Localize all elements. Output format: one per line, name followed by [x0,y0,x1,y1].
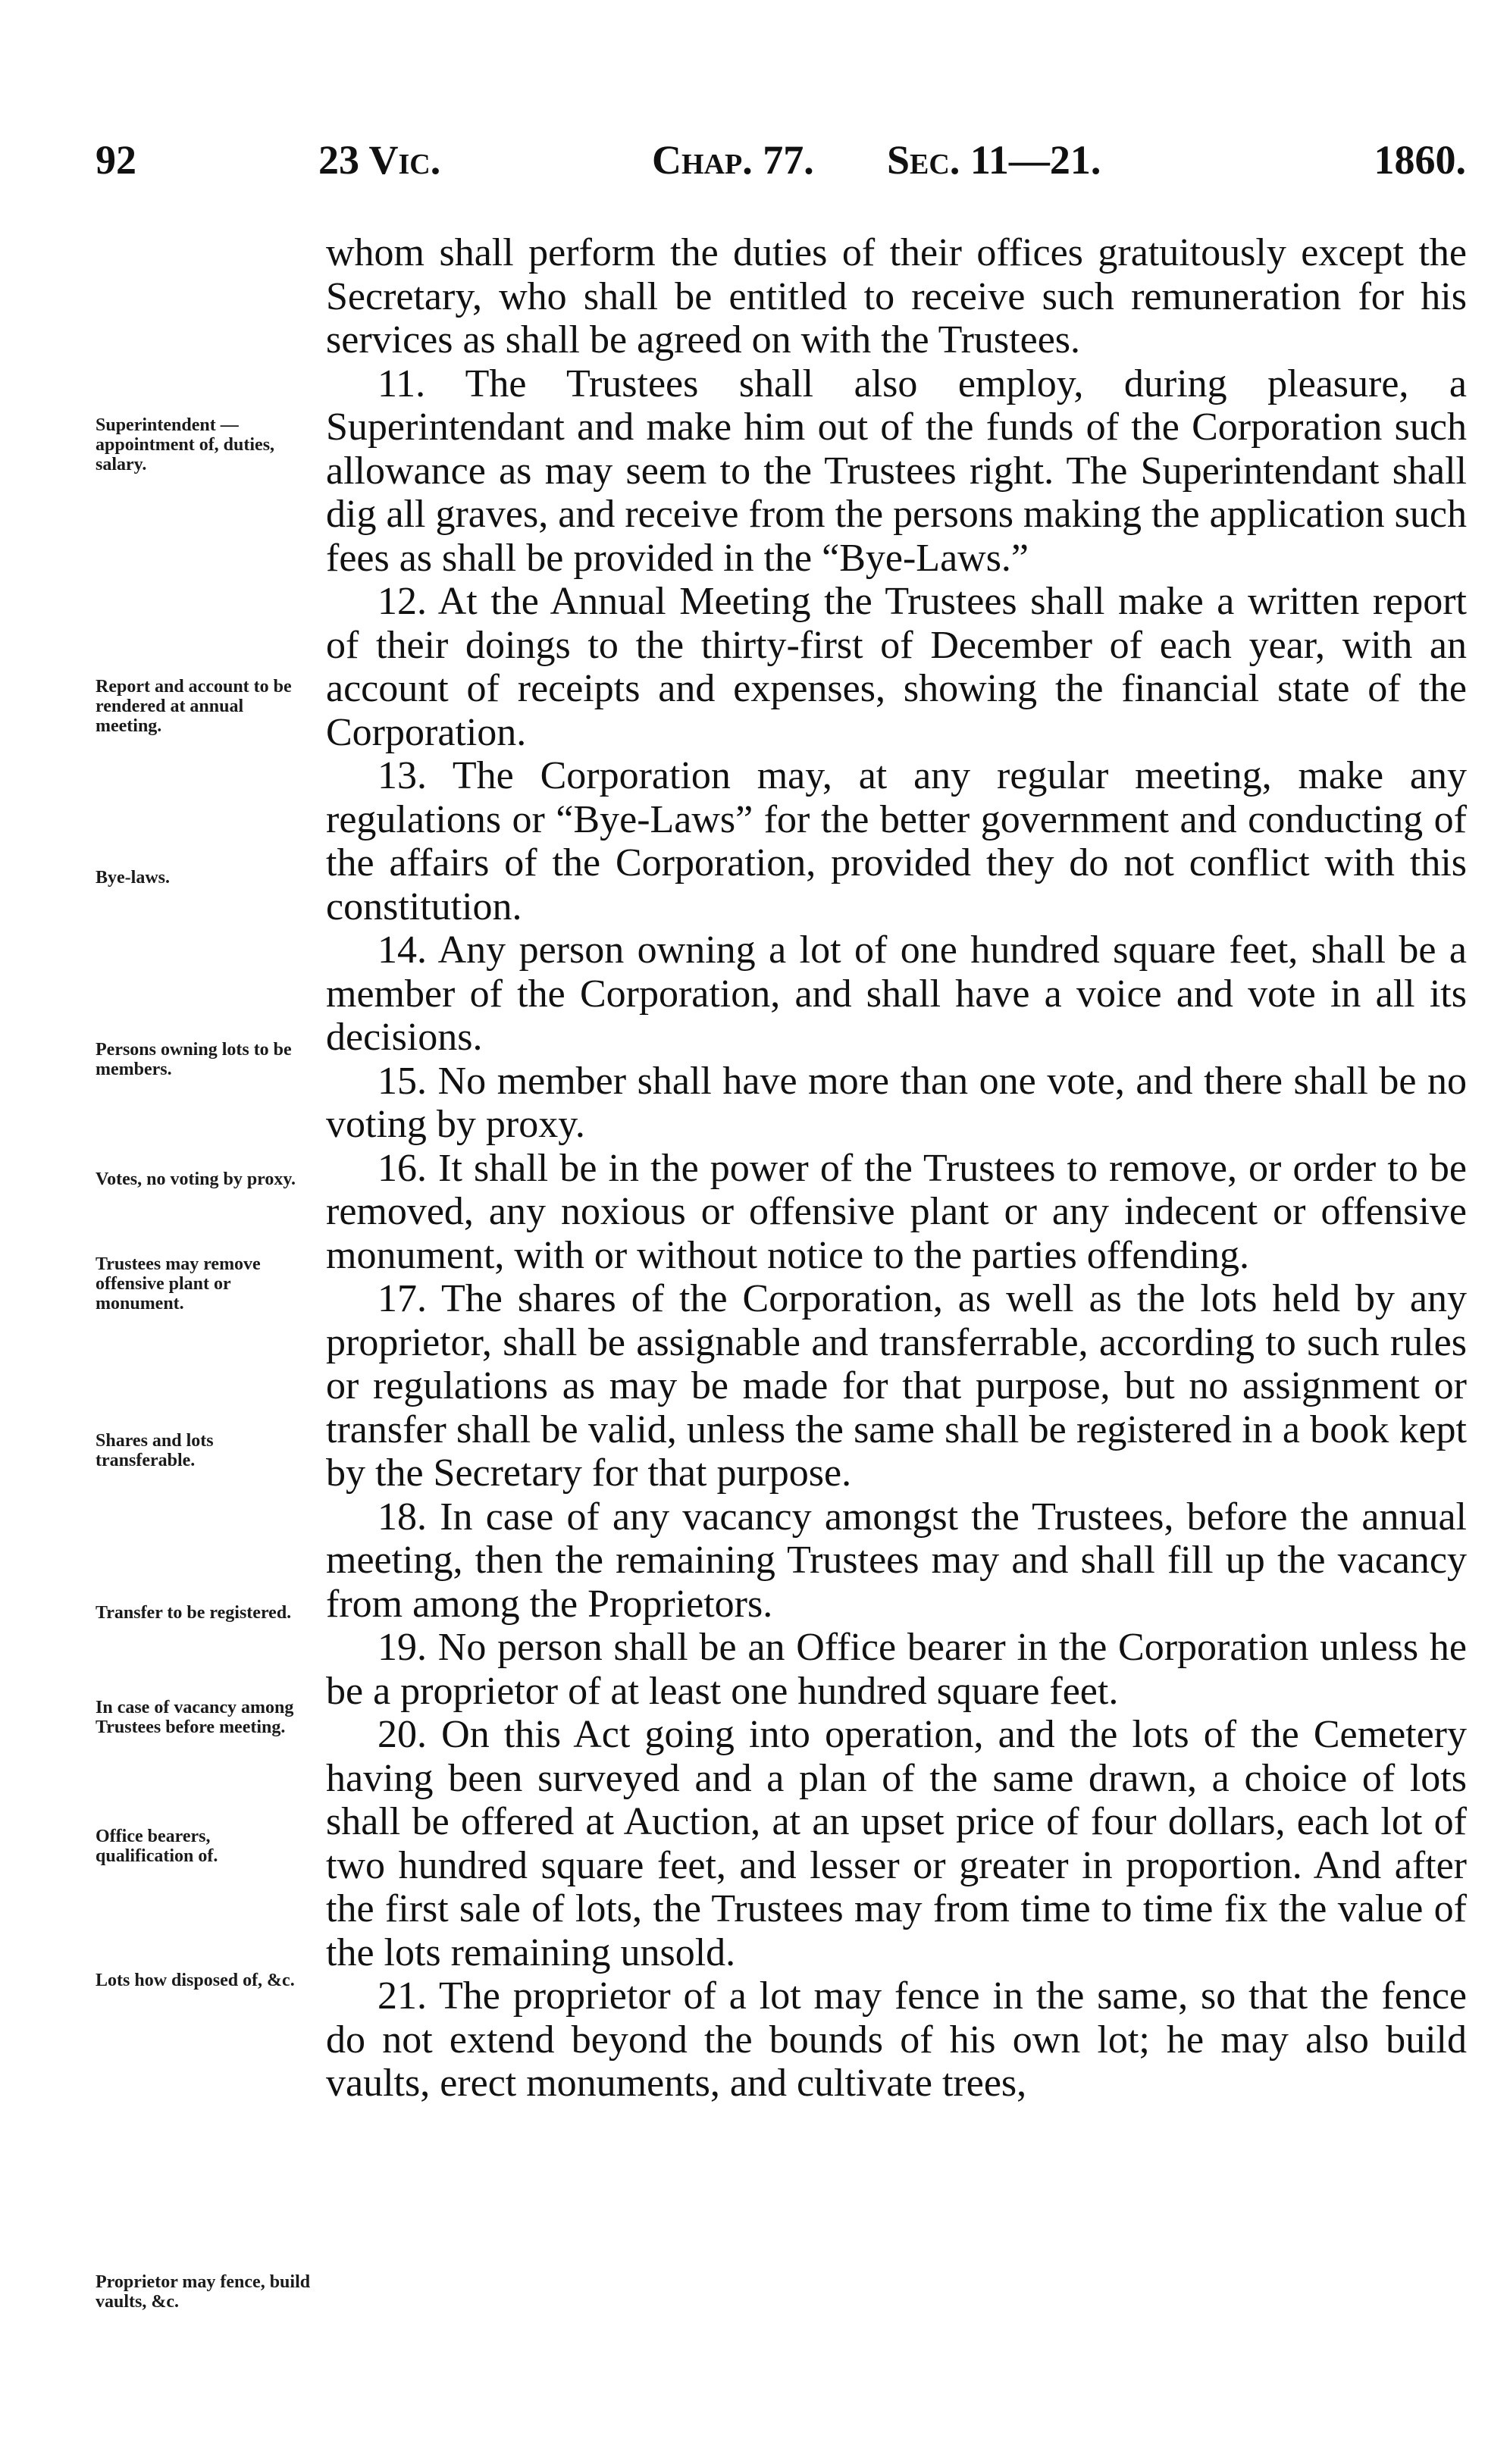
margin-note-bye-laws: Bye-laws. [96,868,170,888]
margin-note-report: Report and account to be rendered at annual meeting. [96,677,292,736]
margin-note-transfer: Transfer to be registered. [96,1603,292,1623]
section-20: 20. On this Act going into operation, and the lots of the Cemetery having been surveyed and a plan of the same drawn, a choice of lots shall be offered at Auction, at an upset price of four dollars, each lot of two hundred square feet, and lesser or greater in proportion. And after the first sale of lots, the Trustees may from time to time fix the value of the lots remaining unsold. [326,1713,1467,1974]
section-21: 21. The proprietor of a lot may fence in the same, so that the fence do not extend beyond the bounds of his own lot; he may also build vaults, erect monuments, and cultivate trees, [326,1974,1467,2105]
section-11: 11. The Trustees shall also employ, during pleasure, a Superintendant and make him out of the funds of the Corporation such allowance as may seem to the Trustees right. The Superintendant shall dig all graves, and receive from the persons making the application such fees as shall be provided in the “Bye-Laws.” [326,362,1467,580]
margin-note-votes: Votes, no voting by proxy. [96,1169,296,1189]
margin-note-office-bearers: Office bearers, qualification of. [96,1827,218,1866]
sections-label: Sec. 11—21. [887,137,1101,183]
margin-note-vacancy: In case of vacancy among Trustees before meeting. [96,1698,294,1737]
section-17: 17. The shares of the Corporation, as well as the lots held by any proprietor, shall be assignable and transferrable, according to such rules or regulations as may be made for that purpose, but no assignment or transfer shall be valid, unless the same shall be registered in a book kept by the Secretary for that purpose. [326,1277,1467,1495]
year-label: 1860. [1374,137,1466,183]
section-18: 18. In case of any vacancy amongst the Trustees, before the annual meeting, then the remaining Trustees may and shall fill up the vacancy from among the Proprietors. [326,1495,1467,1626]
regnal-year: 23 Vic. [318,137,441,183]
margin-note-remove-plant: Trustees may remove offensive plant or monument. [96,1254,261,1313]
running-header [91,136,1471,189]
statute-text [326,231,1467,2106]
section-12: 12. At the Annual Meeting the Trustees shall make a written report of their doings to the thirty-first of December of each year, with an account of receipts and expenses, showing the financial state of the Corporation. [326,580,1467,754]
chapter-label: Chap. 77. [652,137,814,183]
section-13: 13. The Corporation may, at any regular meeting, make any regulations or “Bye-Laws” for the better government and conducting of the affairs of the Corporation, provided they do not conflict with this constitution. [326,754,1467,928]
section-16: 16. It shall be in the power of the Trustees to remove, or order to be removed, any noxious or offensive plant or any indecent or offensive monument, with or without notice to the parties offending. [326,1146,1467,1277]
section-19: 19. No person shall be an Office bearer in the Corporation unless he be a proprietor of at least one hundred square feet. [326,1626,1467,1713]
continuation-paragraph: whom shall perform the duties of their offices gratuitously except the Secretary, who shall be entitled to receive such remuneration for his services as shall be agreed on with the Trustees. [326,231,1467,362]
margin-note-members: Persons owning lots to be members. [96,1040,292,1079]
section-15: 15. No member shall have more than one vote, and there shall be no voting by proxy. [326,1059,1467,1146]
margin-note-lots: Lots how disposed of, &c. [96,1971,295,1990]
margin-note-superintendent: Superintendent —appointment of, duties, salary. [96,415,275,474]
section-14: 14. Any person owning a lot of one hundred square feet, shall be a member of the Corporation, and shall have a voice and vote in all its decisions. [326,928,1467,1059]
margin-note-proprietor: Proprietor may fence, build vaults, &c. [96,2272,311,2312]
margin-note-shares: Shares and lots transferable. [96,1431,214,1470]
page-number: 92 [96,137,136,183]
